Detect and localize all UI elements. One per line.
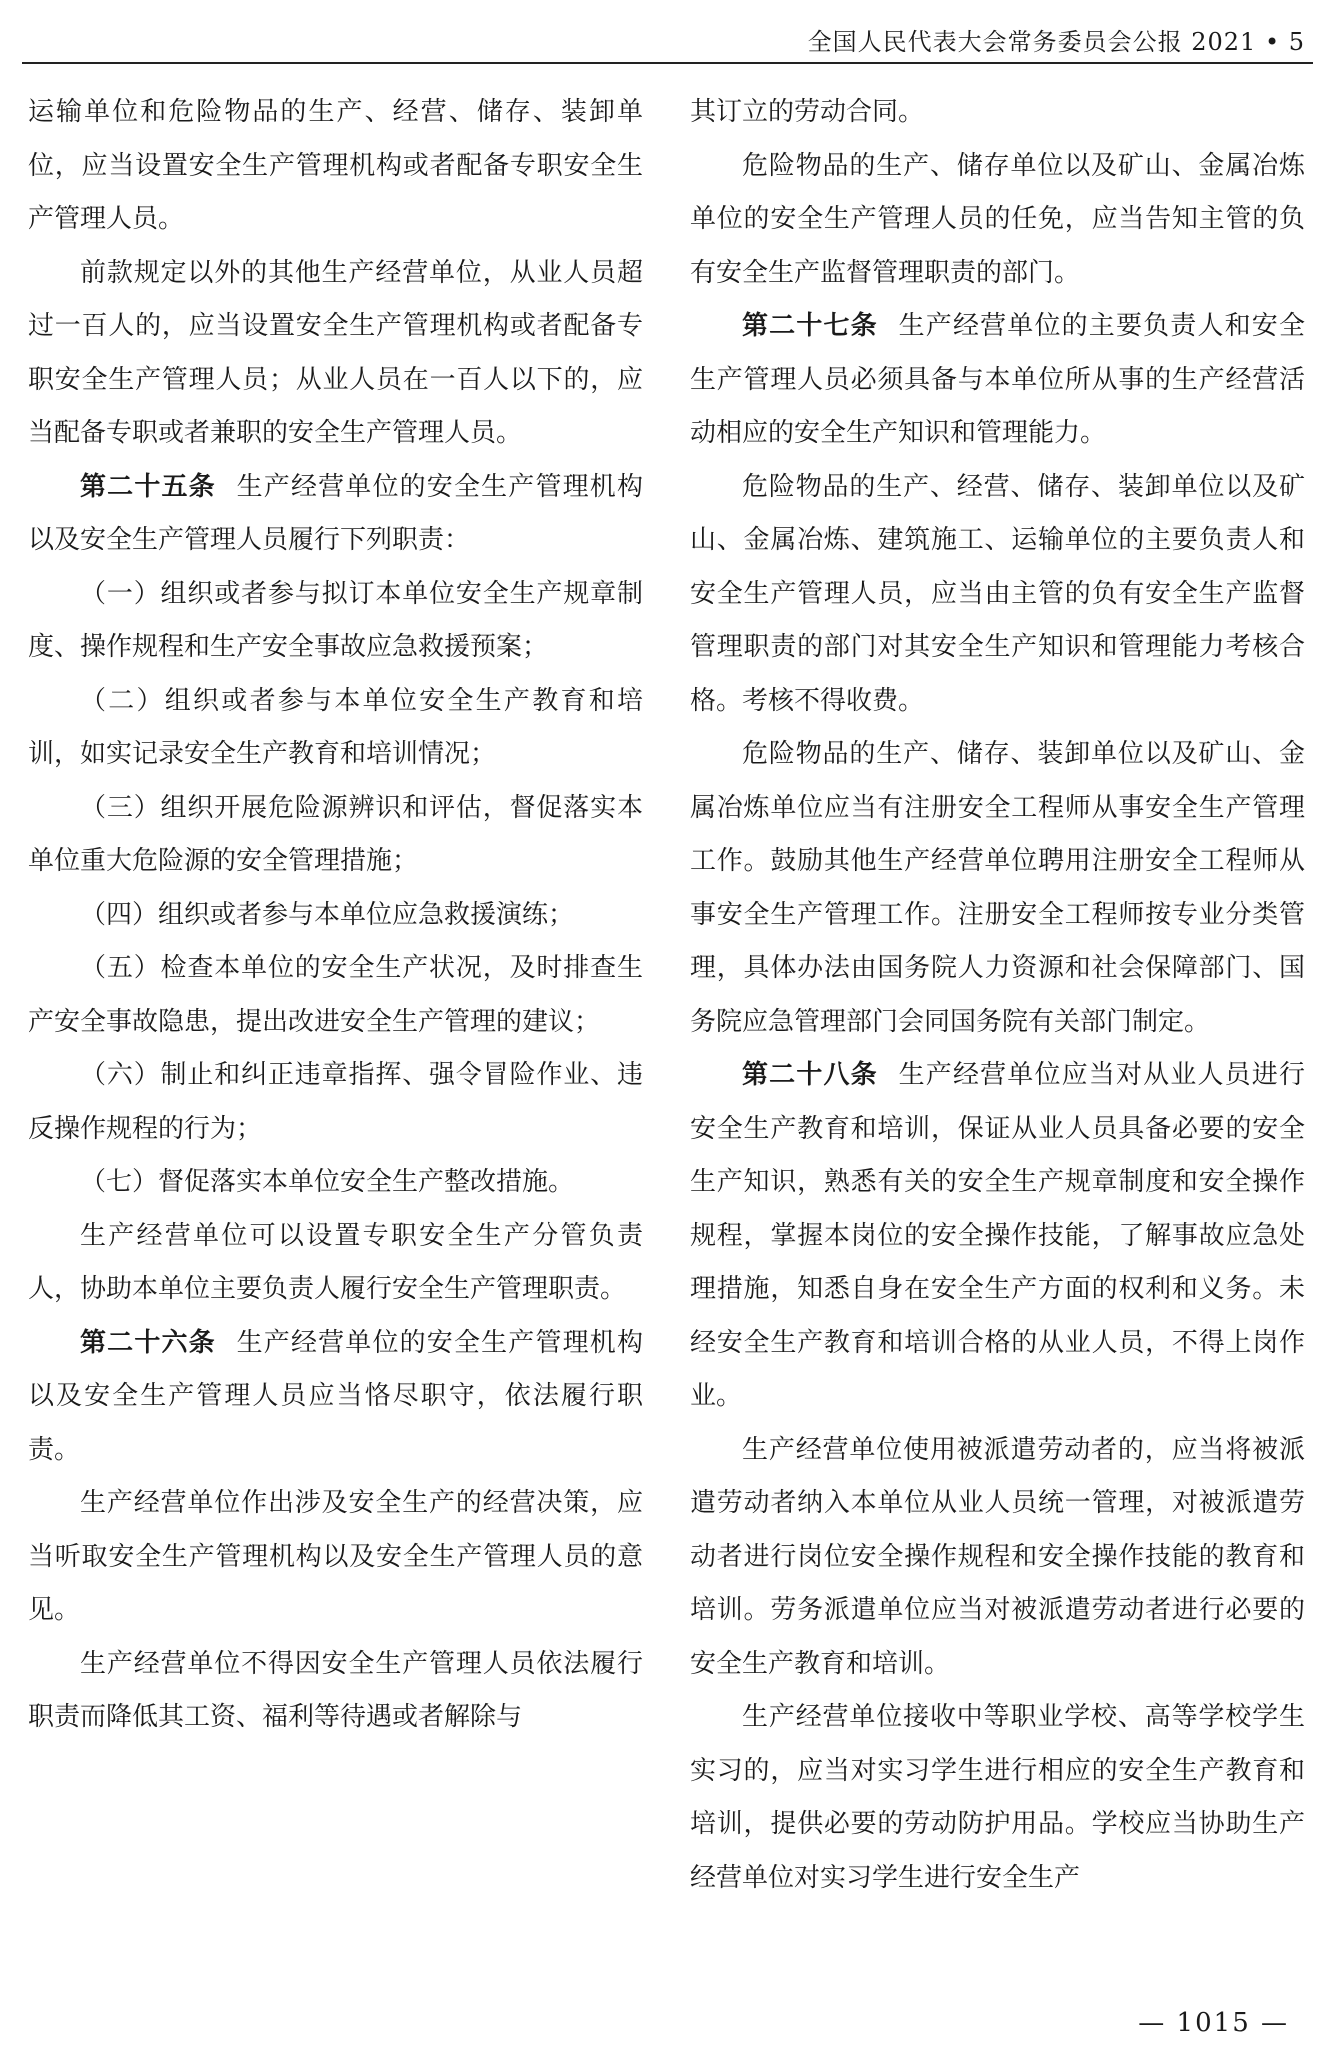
paragraph-text: 生产经营单位作出涉及安全生产的经营决策，应当听取安全生产管理机构以及安全生产管理人员的意见。 — [28, 1488, 643, 1625]
paragraph-text: 生产经营单位使用被派遣劳动者的，应当将被派遣劳动者纳入本单位从业人员统一管理，对被派遣劳动者进行岗位安全操作规程和安全操作技能的教育和培训。劳务派遣单位应当对被派遣劳动者进行必要的安全生产教育和培训。 — [690, 1434, 1305, 1679]
paragraph-text: 危险物品的生产、经营、储存、装卸单位以及矿山、金属冶炼、建筑施工、运输单位的主要负责人和安全生产管理人员，应当由主管的负有安全生产监督管理职责的部门对其安全生产知识和管理能力考核合格。考核不得收费。 — [690, 471, 1305, 716]
paragraph — [28, 1638, 643, 1745]
article-paragraph — [690, 300, 1305, 461]
paragraph-text: 生产经营单位不得因安全生产管理人员依法履行职责而降低其工资、福利等待遇或者解除与 — [28, 1648, 643, 1732]
left-column — [28, 86, 643, 1991]
running-header — [22, 16, 1313, 64]
right-column — [690, 86, 1305, 1991]
paragraph-text: 其订立的劳动合同。 — [690, 97, 925, 127]
paragraph-text: 危险物品的生产、储存单位以及矿山、金属冶炼单位的安全生产管理人员的任免，应当告知主管的负有安全生产监督管理职责的部门。 — [690, 150, 1305, 288]
paragraph — [690, 461, 1305, 729]
paragraph-text: 生产经营单位的安全生产管理机构以及安全生产管理人员履行下列职责： — [28, 471, 643, 555]
paragraph — [690, 86, 1305, 140]
article-paragraph — [690, 1049, 1305, 1424]
paragraph — [690, 1691, 1305, 1905]
paragraph-text: （三）组织开展危险源辨识和评估，督促落实本单位重大危险源的安全管理措施； — [28, 792, 643, 876]
article-number: 第二十五条 — [80, 471, 216, 502]
paragraph — [28, 889, 643, 943]
paragraph-text: 生产经营单位应当对从业人员进行安全生产教育和培训，保证从业人员具备必要的安全生产知识，熟悉有关的安全生产规章制度和安全操作规程，掌握本岗位的安全操作技能，了解事故应急处理措施，知悉自身在安全生产方面的权利和义务。未经安全生产教育和培训合格的从业人员，不得上岗作业。 — [690, 1060, 1305, 1411]
journal-title: 全国人民代表大会常务委员会公报 2021 • 5 — [807, 27, 1305, 56]
paragraph — [28, 568, 643, 675]
paragraph — [28, 942, 643, 1049]
paragraph-text: 危险物品的生产、储存、装卸单位以及矿山、金属冶炼单位应当有注册安全工程师从事安全生产管理工作。鼓励其他生产经营单位聘用注册安全工程师从事安全生产管理工作。注册安全工程师按专业分类管理，具体办法由国务院人力资源和社会保障部门、国务院应急管理部门会同国务院有关部门制定。 — [690, 739, 1305, 1037]
paragraph-text: 生产经营单位的安全生产管理机构以及安全生产管理人员应当恪尽职守，依法履行职责。 — [28, 1327, 643, 1465]
paragraph — [28, 86, 643, 247]
paragraph — [28, 247, 643, 461]
paragraph — [690, 1424, 1305, 1692]
paragraph — [28, 1049, 643, 1156]
paragraph-text: （五）检查本单位的安全生产状况，及时排查生产安全事故隐患，提出改进安全生产管理的建议； — [28, 953, 643, 1037]
article-paragraph — [28, 1317, 643, 1478]
paragraph-text: 生产经营单位的主要负责人和安全生产管理人员必须具备与本单位所从事的生产经营活动相应的安全生产知识和管理能力。 — [690, 311, 1305, 448]
paragraph-text: 生产经营单位接收中等职业学校、高等学校学生实习的，应当对实习学生进行相应的安全生产教育和培训，提供必要的劳动防护用品。学校应当协助生产经营单位对实习学生进行安全生产 — [690, 1702, 1305, 1893]
article-paragraph — [28, 461, 643, 568]
paragraph — [690, 140, 1305, 301]
article-number: 第二十六条 — [80, 1327, 216, 1358]
paragraph-text: 生产经营单位可以设置专职安全生产分管负责人，协助本单位主要负责人履行安全生产管理职责。 — [28, 1220, 643, 1304]
article-number: 第二十八条 — [742, 1060, 878, 1090]
paragraph-text: （二）组织或者参与本单位安全生产教育和培训，如实记录安全生产教育和培训情况； — [28, 685, 643, 769]
paragraph — [28, 1210, 643, 1317]
paragraph — [690, 728, 1305, 1049]
paragraph-text: （一）组织或者参与拟订本单位安全生产规章制度、操作规程和生产安全事故应急救援预案； — [28, 578, 643, 662]
page-number: — 1015 — — [1138, 2008, 1289, 2038]
paragraph — [28, 782, 643, 889]
article-number: 第二十七条 — [742, 311, 878, 341]
paragraph-text: （六）制止和纠正违章指挥、强令冒险作业、违反操作规程的行为； — [28, 1060, 643, 1144]
paragraph-text: （七）督促落实本单位安全生产整改措施。 — [80, 1167, 575, 1197]
paragraph-text: （四）组织或者参与本单位应急救援演练； — [80, 899, 575, 930]
paragraph — [28, 1156, 643, 1210]
paragraph — [28, 675, 643, 782]
paragraph-text: 前款规定以外的其他生产经营单位，从业人员超过一百人的，应当设置安全生产管理机构或者配备专职安全生产管理人员；从业人员在一百人以下的，应当配备专职或者兼职的安全生产管理人员。 — [28, 257, 643, 448]
paragraph — [28, 1477, 643, 1638]
paragraph-text: 运输单位和危险物品的生产、经营、储存、装卸单位，应当设置安全生产管理机构或者配备专职安全生产管理人员。 — [28, 97, 643, 234]
